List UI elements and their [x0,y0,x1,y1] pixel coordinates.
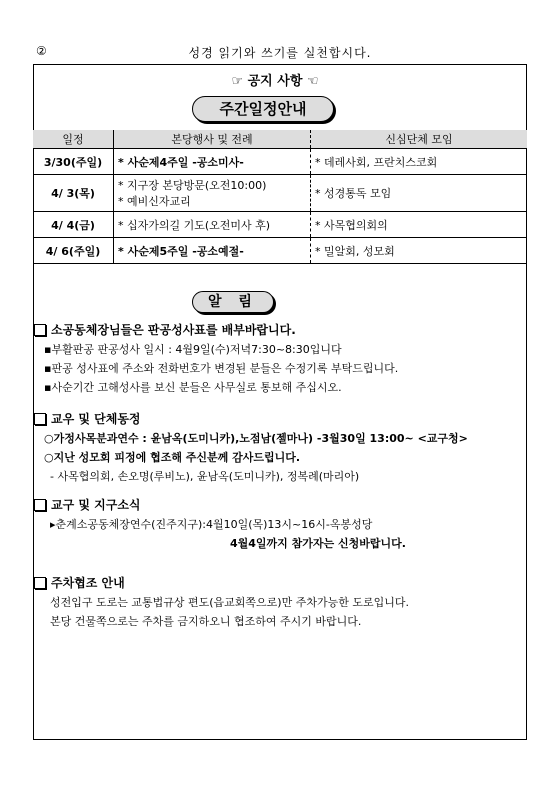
announcements-title: 알 림 [192,291,274,313]
page-header [32,44,528,62]
row-main [114,149,311,175]
section-line: ▸춘계소공동체장연수(진주지구):4월10일(목)13시~16시-옥봉성당 [50,518,373,531]
row-main-line: * 사순제5주일 -공소예절- [118,244,244,258]
row-main-line: * 지구장 본당방문(오전10:00) [118,179,267,192]
section-heading: 교우 및 단체동정 [51,412,141,426]
col-header-main: 본당행사 및 전례 [114,130,311,149]
row-main-line: * 예비신자교리 [118,195,191,208]
section-line: ▪사순기간 고해성사를 보신 분들은 사무실로 통보해 주십시오. [44,381,342,394]
table-row [33,149,527,175]
page-title: 성경 읽기와 쓰기를 실천합시다. [188,46,372,60]
page-number: ② [36,44,47,58]
section-line: ○지난 성모회 피정에 협조해 주신분께 감사드립니다. [44,451,301,464]
col-header-date: 일정 [33,130,114,149]
row-group [311,175,528,212]
row-main-line: * 십자가의길 기도(오전미사 후) [118,218,271,232]
row-date: 4/ 4(금) [33,212,114,238]
section-line: 본당 건물쪽으로는 주차를 금지하오니 협조하여 주시기 바랍니다. [50,615,362,628]
section-line: ○가정사목분과연수 : 윤남옥(도미니카),노점남(젤마나) -3월30일 13:00~ <교구청> [44,432,468,445]
row-group [311,238,528,264]
row-group-line: * 밀알회, 성모회 [315,244,395,258]
section-heading: 소공동체장님들은 판공성사표를 배부바랍니다. [51,323,296,337]
row-date: 4/ 6(주일) [33,238,114,264]
section-confession-forms [34,321,398,395]
row-group-line: * 데레사회, 프란치스코회 [315,155,438,169]
table-row [33,175,527,212]
schedule-title: 주간일정안내 [192,96,334,122]
row-group [311,149,528,175]
row-group [311,212,528,238]
section-line: ▪부활판공 판공성사 일시 : 4월9일(수)저녁7:30~8:30입니다 [44,343,342,356]
section-line: ▪판공 성사표에 주소와 전화번호가 변경된 분들은 수정기록 부탁드립니다. [44,362,399,375]
section-parish-news [34,410,468,484]
section-line: 4월4일까지 참가자는 신청바랍니다. [230,537,406,550]
square-bullet-icon [34,577,46,589]
table-row [33,238,527,264]
section-parking [34,574,409,629]
section-heading: 주차협조 안내 [51,576,125,590]
notice-title: ☞ 공지 사항 ☜ [231,74,319,89]
table-row [33,212,527,238]
row-main [114,238,311,264]
row-date: 4/ 3(목) [33,175,114,212]
row-main-line: * 사순제4주일 -공소미사- [118,155,244,169]
col-header-group: 신심단체 모임 [311,130,528,149]
section-heading: 교구 및 지구소식 [51,498,141,512]
square-bullet-icon [34,324,46,336]
section-line: 성전입구 도로는 교통법규상 편도(읍교회쪽으로)만 주차가능한 도로입니다. [50,596,409,609]
schedule-header-row [33,130,527,149]
row-group-line: * 사목협의회의 [315,218,388,232]
section-line: - 사목협의회, 손오명(루비노), 윤남옥(도미니카), 정복례(마리아) [50,470,360,483]
row-date: 3/30(주일) [33,149,114,175]
square-bullet-icon [34,499,46,511]
row-main [114,212,311,238]
schedule-table [33,130,527,264]
row-group-line: * 성경통독 모임 [315,187,392,200]
square-bullet-icon [34,413,46,425]
section-diocese-news [34,496,406,551]
row-main [114,175,311,212]
